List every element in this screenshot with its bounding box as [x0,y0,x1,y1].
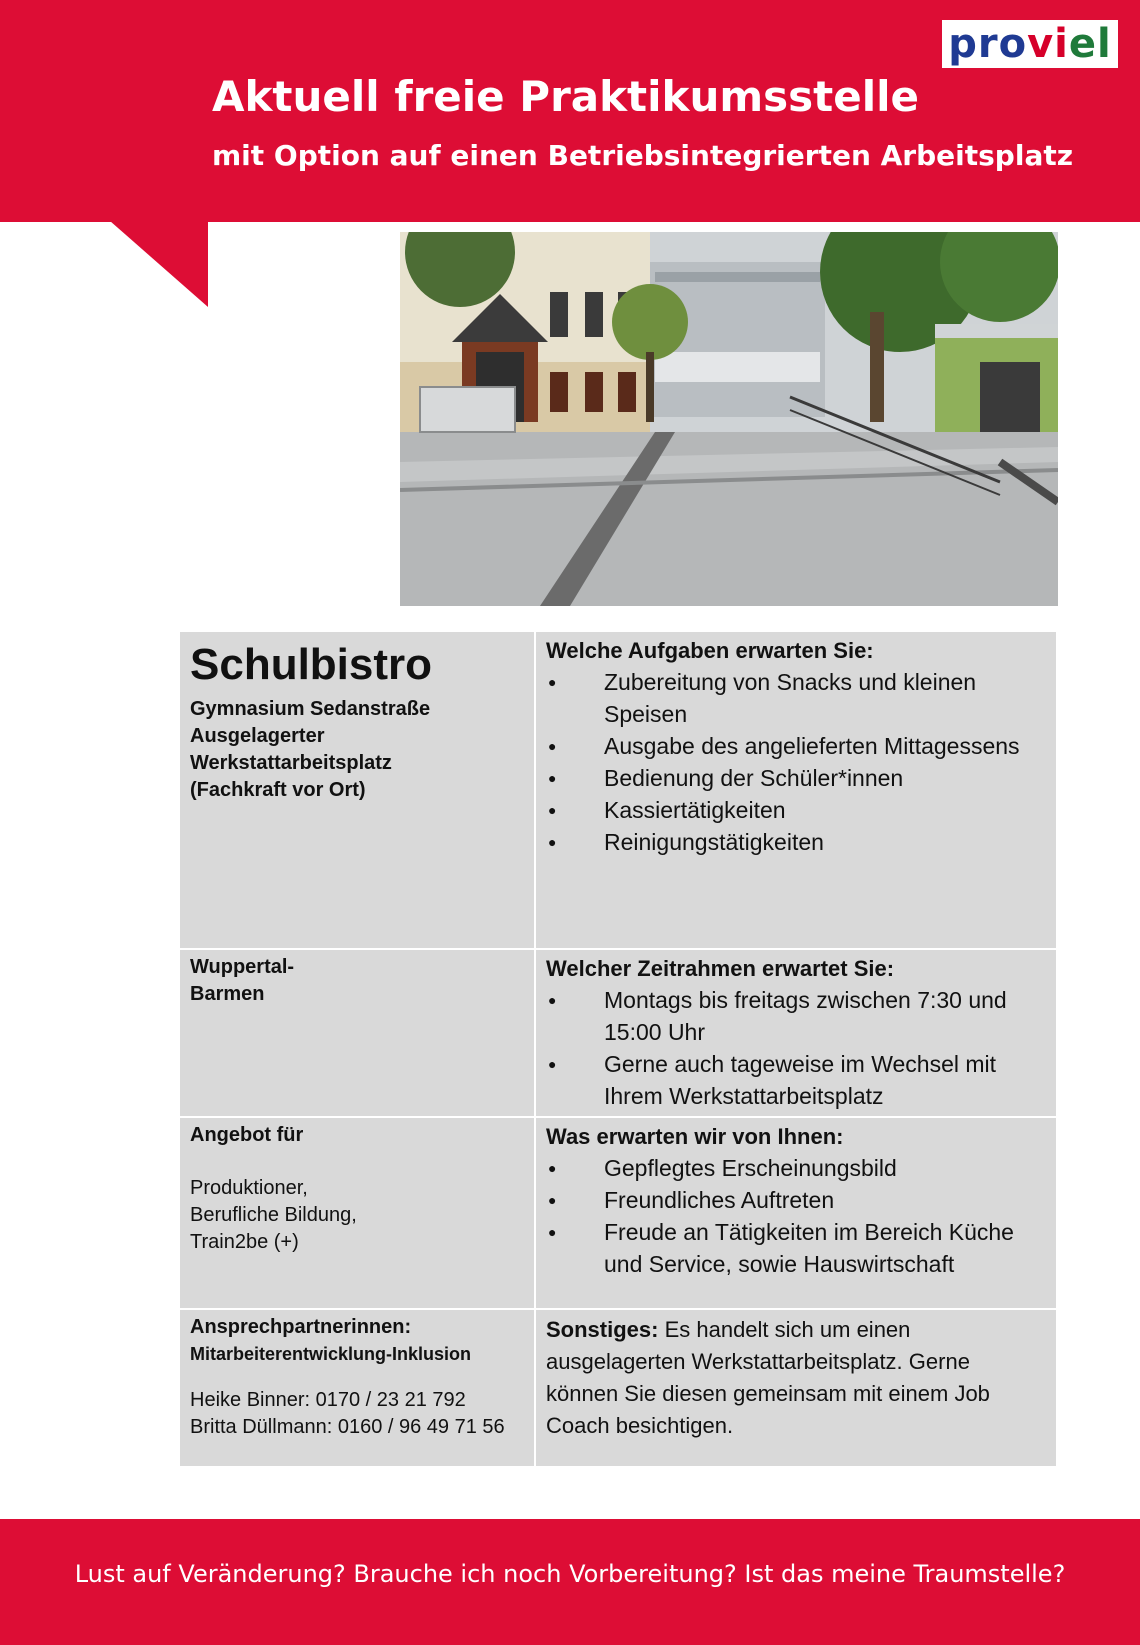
expectations-cell [535,1117,1057,1309]
table-row [179,1309,1057,1467]
list-item: ● Gerne auch tageweise im Wechsel mit Ihrem Werkstattarbeitsplatz [546,1048,1046,1112]
contacts-subheading: Mitarbeiterentwicklung-Inklusion [190,1344,472,1364]
expectations-heading: Was erwarten wir von Ihnen: [546,1124,844,1149]
expectations-list [546,1152,1046,1280]
misc-body: Es handelt sich um einen ausgelagerten Werkstattarbeitsplatz. Gerne können Sie diesen gemeinsam mit einem Job Coach besichtigen. [546,1317,990,1438]
job-detail-line: (Fachkraft vor Ort) [190,779,366,801]
job-title: Schulbistro [190,640,433,689]
contact-line: Heike Binner: 0170 / 23 21 792 [190,1389,466,1411]
location-line: Barmen [190,983,265,1005]
list-item: ● Freundliches Auftreten [546,1184,1046,1216]
tasks-heading: Welche Aufgaben erwarten Sie: [546,638,874,663]
list-item: ● Kassiertätigkeiten [546,794,1046,826]
list-item: ● Bedienung der Schüler*innen [546,762,1046,794]
logo-part-pro: pro [948,21,1028,67]
proviel-logo [942,20,1118,68]
timeframe-cell [535,949,1057,1117]
table-row [179,631,1057,949]
misc-text [546,1314,1046,1442]
offer-line: Train2be (+) [190,1231,299,1253]
contacts-heading: Ansprechpartnerinnen: [190,1316,412,1338]
list-item: ● Freude an Tätigkeiten im Bereich Küche und Service, sowie Hauswirtschaft [546,1216,1046,1280]
timeframe-heading: Welcher Zeitrahmen erwartet Sie: [546,956,895,981]
misc-cell [535,1309,1057,1467]
job-detail-line: Ausgelagerter [190,725,325,747]
tasks-cell [535,631,1057,949]
contacts-cell [179,1309,535,1467]
list-item: ● Montags bis freitags zwischen 7:30 und 15:00 Uhr [546,984,1046,1048]
offer-line: Berufliche Bildung, [190,1204,357,1226]
job-detail-line: Gymnasium Sedanstraße [190,698,431,720]
contact-line: Britta Düllmann: 0160 / 96 49 71 56 [190,1416,505,1438]
offer-heading: Angebot für [190,1124,304,1146]
timeframe-list [546,984,1046,1112]
logo-part-el: el [1068,21,1112,67]
page-title: Aktuell freie Praktikumsstelle [212,72,919,121]
tasks-list [546,666,1046,858]
location-line: Wuppertal- [190,956,295,978]
photo-illustration [400,232,1058,606]
offer-cell [179,1117,535,1309]
job-title-cell [179,631,535,949]
table-row [179,1117,1057,1309]
school-courtyard-photo [400,232,1058,606]
page-subtitle: mit Option auf einen Betriebsintegrierten Arbeitsplatz [212,139,1074,172]
info-table [178,630,1058,1468]
offer-line: Produktioner, [190,1177,308,1199]
footer-text: Lust auf Veränderung? Brauche ich noch Vorbereitung? Ist das meine Traumstelle? [74,1560,1066,1588]
list-item: ● Reinigungstätigkeiten [546,826,1046,858]
speech-bubble-tail [110,221,208,307]
list-item: ● Gepflegtes Erscheinungsbild [546,1152,1046,1184]
list-item: ● Ausgabe des angelieferten Mittagessens [546,730,1046,762]
misc-label: Sonstiges: [546,1317,659,1342]
table-row [179,949,1057,1117]
list-item: ● Zubereitung von Snacks und kleinen Speisen [546,666,1046,730]
job-detail-line: Werkstattarbeitsplatz [190,752,392,774]
logo-part-vi: vi [1027,21,1069,67]
location-cell [179,949,535,1117]
